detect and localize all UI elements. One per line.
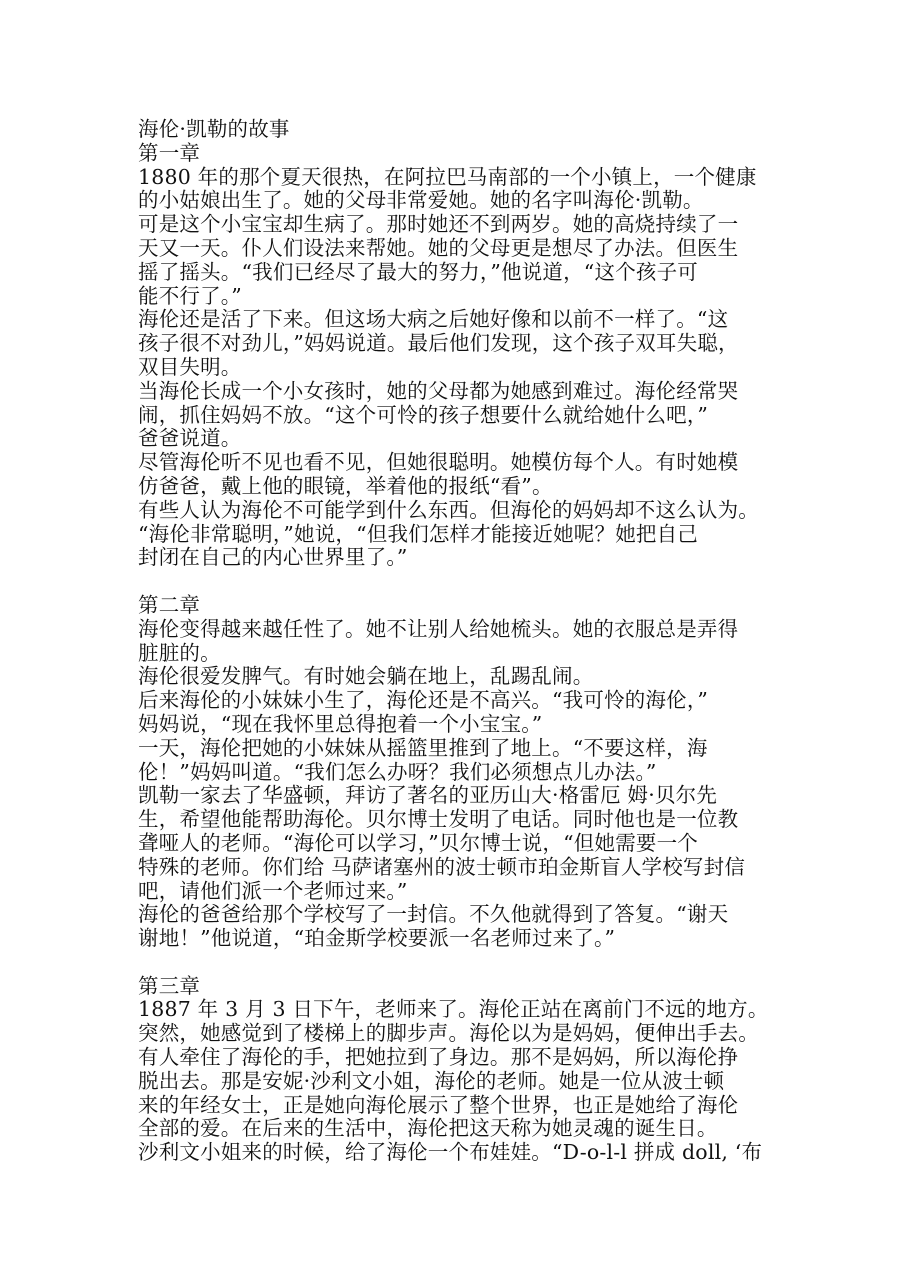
text-line: 海伦变得越来越任性了。她不让别人给她梳头。她的衣服总是弄得 — [138, 617, 739, 641]
text-line: 海伦的爸爸给那个学校写了一封信。不久他就得到了答复。“谢天 — [138, 903, 729, 927]
text-line: 的小姑娘出生了。她的父母非常爱她。她的名字叫海伦·凯勒。 — [138, 189, 704, 213]
text-line: 1880 年的那个夏天很热，在阿拉巴马南部的一个小镇上，一个健康 — [138, 165, 757, 189]
text-line: 脱出去。那是安妮·沙利文小姐，海伦的老师。她是一位从波士顿 — [138, 1069, 725, 1093]
chapter-heading: 第二章 — [138, 593, 201, 617]
chapter-2 — [138, 594, 774, 951]
text-line: 特殊的老师。你们给 马萨诸塞州的波士顿市珀金斯盲人学校写封信 — [138, 855, 746, 879]
text-line: 凯勒一家去了华盛顿，拜访了著名的亚历山大·格雷厄 姆·贝尔先 — [138, 784, 718, 808]
text-line: 摇了摇头。“我们已经尽了最大的努力，”他说道，“这个孩子可 — [138, 260, 698, 284]
text-line: 谢地！”他说道，“珀金斯学校要派一名老师过来了。” — [138, 927, 616, 951]
text-line: 尽管海伦听不见也看不见，但她很聪明。她模仿每个人。有时她模 — [138, 451, 739, 475]
text-line: 一天，海伦把她的小妹妹从摇篮里推到了地上。“不要这样，海 — [138, 736, 708, 760]
document-title: 海伦·凯勒的故事 — [138, 118, 290, 141]
text-line: 当海伦长成一个小女孩时，她的父母都为她感到难过。海伦经常哭 — [138, 379, 739, 403]
text-line: 孩子很不对劲儿，”妈妈说道。最后他们发现，这个孩子双耳失聪， — [138, 332, 739, 356]
text-line: 突然，她感觉到了楼梯上的脚步声。海伦以为是妈妈，便伸出手去。 — [138, 1022, 759, 1046]
text-line: 沙利文小姐来的时候，给了海伦一个布娃娃。“D-o-l-l 拼成 doll, ‘布 — [138, 1141, 763, 1165]
text-line: 来的年经女士，正是她向海伦展示了整个世界，也正是她给了海伦 — [138, 1093, 739, 1117]
text-line: 有人牵住了海伦的手，把她拉到了身边。那不是妈妈，所以海伦挣 — [138, 1046, 739, 1070]
document-page — [138, 118, 774, 1165]
text-line: 仿爸爸，戴上他的眼镜，举着他的报纸“看”。 — [138, 474, 553, 498]
chapter-heading: 第一章 — [138, 141, 201, 165]
text-line: 天又一天。仆人们设法来帮她。她的父母更是想尽了办法。但医生 — [138, 236, 739, 260]
text-line: 双目失明。 — [138, 355, 242, 379]
text-line: 海伦还是活了下来。但这场大病之后她好像和以前不一样了。“这 — [138, 308, 729, 332]
text-line: 有些人认为海伦不可能学到什么东西。但海伦的妈妈却不这么认为。 — [138, 498, 759, 522]
text-line: 妈妈说，“现在我怀里总得抱着一个小宝宝。” — [138, 712, 543, 736]
text-line: 伦！”妈妈叫道。“我们怎么办呀？我们必须想点儿办法。” — [138, 760, 657, 784]
text-line: 生，希望他能帮助海伦。贝尔博士发明了电话。同时他也是一位教 — [138, 808, 739, 832]
text-line: 可是这个小宝宝却生病了。那时她还不到两岁。她的高烧持续了一 — [138, 213, 739, 237]
section-spacer — [138, 570, 774, 594]
text-line: 吧，请他们派一个老师过来。” — [138, 879, 408, 903]
text-line: 聋哑人的老师。“海伦可以学习，”贝尔博士说，“但她需要一个 — [138, 831, 698, 855]
text-line: “海伦非常聪明，”她说，“但我们怎样才能接近她呢？她把自己 — [138, 522, 698, 546]
text-line: 全部的爱。在后来的生活中，海伦把这天称为她灵魂的诞生日。 — [138, 1117, 718, 1141]
text-line: 1887 年 3 月 3 日下午，老师来了。海伦正站在离前门不远的地方。 — [138, 998, 769, 1022]
text-line: 封闭在自己的内心世界里了。” — [138, 546, 408, 570]
text-line: 闹，抓住妈妈不放。“这个可怜的孩子想要什么就给她什么吧，” — [138, 403, 709, 427]
text-line: 海伦很爱发脾气。有时她会躺在地上，乱踢乱闹。 — [138, 665, 594, 689]
text-line: 爸爸说道。 — [138, 427, 242, 451]
text-line: 脏脏的。 — [138, 641, 221, 665]
text-line: 能不行了。” — [138, 284, 242, 308]
section-spacer — [138, 951, 774, 975]
chapter-heading: 第三章 — [138, 974, 201, 998]
text-line: 后来海伦的小妹妹小生了，海伦还是不高兴。“我可怜的海伦，” — [138, 689, 709, 713]
chapter-1 — [138, 142, 774, 570]
chapter-3 — [138, 975, 774, 1165]
